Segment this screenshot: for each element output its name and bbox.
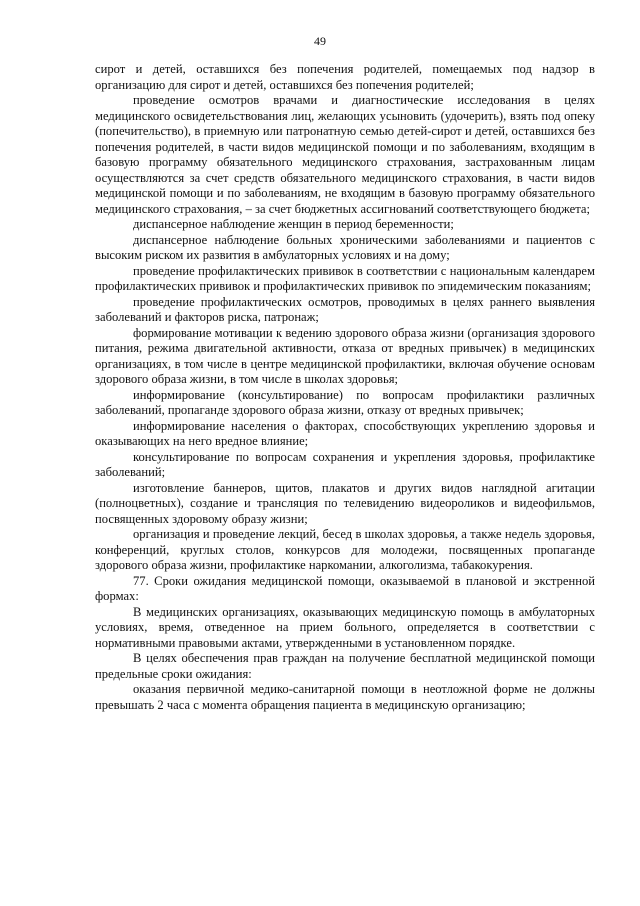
paragraph: В целях обеспечения прав граждан на получение бесплатной медицинской помощи предельные сроки ожидания:	[95, 651, 595, 681]
paragraph: формирование мотивации к ведению здорового образа жизни (организация здорового питания, режима двигательной активности, отказа от вредных привычек) в медицинских организациях, в том числе в центре медицинской профилактики, включая обучение основам здорового образа жизни, в том числе в школах здоровья;	[95, 325, 595, 386]
paragraph: изготовление баннеров, щитов, плакатов и других видов наглядной агитации (полноцветных), создание и трансляция по телевидению видеороликов и видеофильмов, посвященных здоровому образу жизни;	[95, 480, 595, 526]
paragraph: консультирование по вопросам сохранения и укрепления здоровья, профилактике заболеваний;	[95, 449, 595, 479]
paragraph: проведение профилактических осмотров, проводимых в целях раннего выявления заболеваний и факторов риска, патронаж;	[95, 294, 595, 324]
paragraph: проведение осмотров врачами и диагностические исследования в целях медицинского освидетельствования лиц, желающих усыновить (удочерить), взять под опеку (попечительство), в приемную или патронатную семью детей-сирот и детей, оставшихся без попечения родителей, в части видов медицинской помощи и по заболеваниям, входящим в базовую программу обязательного медицинского страхования, застрахованным лицам осуществляются за счет средств обязательного медицинского страхования, в части видов медицинской помощи и по заболеваниям, не входящим в базовую программу обязательного медицинского страхования, – за счет бюджетных ассигнований соответствующего бюджета;	[95, 93, 595, 216]
paragraph: оказания первичной медико-санитарной помощи в неотложной форме не должны превышать 2 часа с момента обращения пациента в медицинскую организацию;	[95, 682, 595, 712]
paragraph: проведение профилактических прививок в соответствии с национальным календарем профилактических прививок и профилактических прививок по эпидемическим показаниям;	[95, 263, 595, 293]
page-number: 49	[314, 34, 326, 48]
paragraph: диспансерное наблюдение больных хроническими заболеваниями и пациентов с высоким риском их развития в амбулаторных условиях и на дому;	[95, 232, 595, 262]
section-heading-77: 77. Сроки ожидания медицинской помощи, оказываемой в плановой и экстренной формах:	[95, 573, 595, 603]
paragraph: В медицинских организациях, оказывающих медицинскую помощь в амбулаторных условиях, время, отведенное на прием больного, определяется в соответствии с нормативными правовыми актами, утвержденными в установленном порядке.	[95, 604, 595, 650]
paragraph: информирование (консультирование) по вопросам профилактики различных заболеваний, пропаганде здорового образа жизни, отказу от вредных привычек;	[95, 387, 595, 417]
paragraph: информирование населения о факторах, способствующих укреплению здоровья и оказывающих на него вредное влияние;	[95, 418, 595, 448]
paragraph: диспансерное наблюдение женщин в период беременности;	[133, 217, 454, 231]
paragraph: организация и проведение лекций, бесед в школах здоровья, а также недель здоровья, конференций, круглых столов, конкурсов для молодежи, посвященных пропаганде здорового образа жизни, профилактике наркомании, алкоголизма, табакокурения.	[95, 527, 595, 572]
paragraph: сирот и детей, оставшихся без попечения родителей, помещаемых под надзор в организацию для сирот и детей, оставшихся без попечения родителей;	[95, 62, 595, 92]
document-body	[95, 62, 595, 713]
